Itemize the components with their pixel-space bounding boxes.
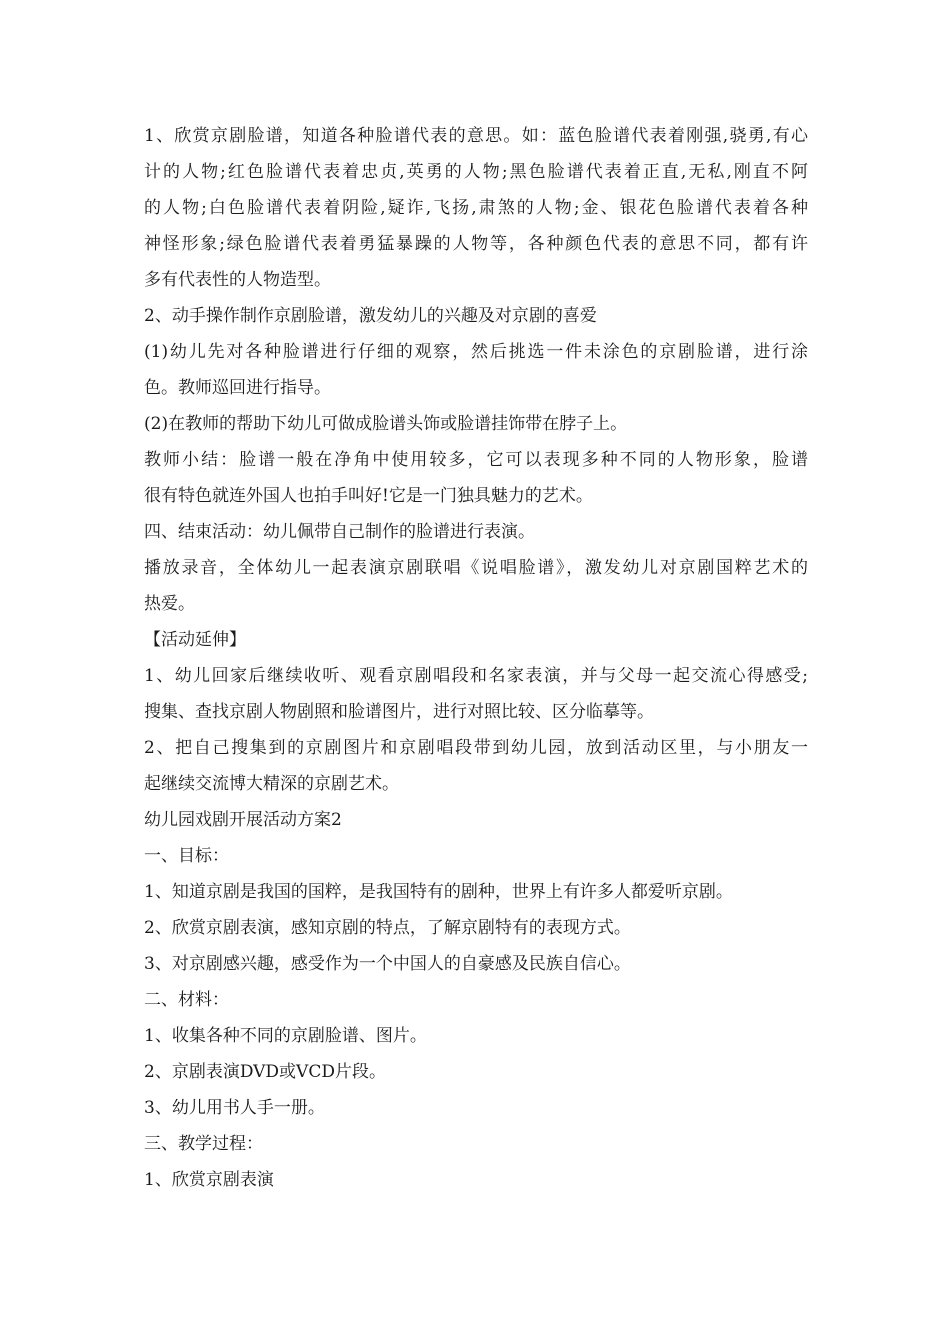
text-line: 1、欣赏京剧脸谱，知道各种脸谱代表的意思。如：蓝色脸谱代表着刚强,骁勇,有心 xyxy=(144,126,808,146)
text-line: 的人物;白色脸谱代表着阴险,疑诈,飞扬,肃煞的人物;金、银花色脸谱代表着各种 xyxy=(144,198,808,218)
text-line: 计的人物;红色脸谱代表着忠贞,英勇的人物;黑色脸谱代表着正直,无私,刚直不阿 xyxy=(144,162,808,182)
text-line: 神怪形象;绿色脸谱代表着勇猛暴躁的人物等，各种颜色代表的意思不同，都有许 xyxy=(144,234,808,254)
section-heading: 二、材料： xyxy=(144,990,229,1010)
text-line: 3、对京剧感兴趣，感受作为一个中国人的自豪感及民族自信心。 xyxy=(144,954,631,974)
section-heading: 三、教学过程： xyxy=(144,1134,263,1154)
text-line: 多有代表性的人物造型。 xyxy=(144,270,331,290)
section-heading: 【活动延伸】 xyxy=(144,630,246,650)
text-line: 起继续交流博大精深的京剧艺术。 xyxy=(144,774,399,794)
text-line: 1、幼儿回家后继续收听、观看京剧唱段和名家表演，并与父母一起交流心得感受; xyxy=(144,666,808,686)
text-line: 2、把自己搜集到的京剧图片和京剧唱段带到幼儿园，放到活动区里，与小朋友一 xyxy=(144,738,808,758)
text-line: 播放录音，全体幼儿一起表演京剧联唱《说唱脸谱》，激发幼儿对京剧国粹艺术的 xyxy=(144,558,808,578)
text-line: (1)幼儿先对各种脸谱进行仔细的观察，然后挑选一件未涂色的京剧脸谱，进行涂 xyxy=(144,342,808,362)
section-heading: 一、目标： xyxy=(144,846,229,866)
document-title: 幼儿园戏剧开展活动方案2 xyxy=(144,810,342,830)
text-line: 色。教师巡回进行指导。 xyxy=(144,378,331,398)
document-page xyxy=(144,118,808,1198)
text-line: 教师小结：脸谱一般在净角中使用较多，它可以表现多种不同的人物形象，脸谱 xyxy=(144,450,808,470)
text-line: 很有特色就连外国人也拍手叫好!它是一门独具魅力的艺术。 xyxy=(144,486,593,506)
text-line: (2)在教师的帮助下幼儿可做成脸谱头饰或脸谱挂饰带在脖子上。 xyxy=(144,414,628,434)
text-line: 四、结束活动：幼儿佩带自己制作的脸谱进行表演。 xyxy=(144,522,535,542)
text-line: 2、欣赏京剧表演，感知京剧的特点，了解京剧特有的表现方式。 xyxy=(144,918,631,938)
text-line: 3、幼儿用书人手一册。 xyxy=(144,1098,325,1118)
text-line: 1、欣赏京剧表演 xyxy=(144,1170,274,1190)
text-line: 热爱。 xyxy=(144,594,195,614)
text-line: 搜集、查找京剧人物剧照和脸谱图片，进行对照比较、区分临摹等。 xyxy=(144,702,654,722)
text-line: 2、京剧表演DVD或VCD片段。 xyxy=(144,1062,386,1082)
text-line: 1、收集各种不同的京剧脸谱、图片。 xyxy=(144,1026,427,1046)
text-line: 1、知道京剧是我国的国粹，是我国特有的剧种，世界上有许多人都爱听京剧。 xyxy=(144,882,733,902)
text-line: 2、动手操作制作京剧脸谱，激发幼儿的兴趣及对京剧的喜爱 xyxy=(144,306,597,326)
